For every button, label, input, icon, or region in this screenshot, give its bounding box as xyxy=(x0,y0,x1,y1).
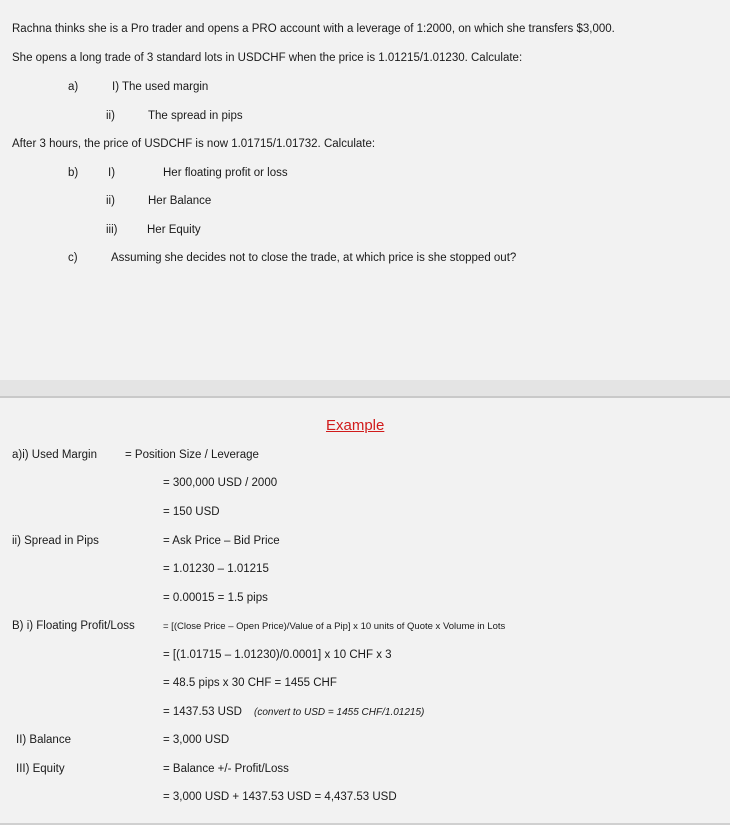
floating-step1: = [(1.01715 – 1.01230)/0.0001] x 10 CHF x 3 xyxy=(163,649,392,661)
example-title: Example xyxy=(326,417,385,434)
floating-formula: = [(Close Price – Open Price)/Value of a Pip] x 10 units of Quote x Volume in Lots xyxy=(163,621,506,632)
part-b-ii-num: ii) xyxy=(106,195,115,207)
part-b-label: b) xyxy=(68,167,79,179)
question-trade: She opens a long trade of 3 standard lots in USDCHF when the price is 1.01215/1.01230. Calculate: xyxy=(12,52,523,64)
section-divider xyxy=(0,380,730,398)
spread-label: ii) Spread in Pips xyxy=(12,535,99,547)
part-b-ii-text: Her Balance xyxy=(148,195,212,207)
part-b-iii-num: iii) xyxy=(106,224,118,236)
part-a-ii-num: ii) xyxy=(106,110,115,122)
equity-formula: = Balance +/- Profit/Loss xyxy=(163,763,289,775)
equity-value: = 3,000 USD + 1437.53 USD = 4,437.53 USD xyxy=(163,791,397,803)
question-intro: Rachna thinks she is a Pro trader and opens a PRO account with a leverage of 1:2000, on which she transfers $3,000. xyxy=(12,23,615,35)
floating-label: B) i) Floating Profit/Loss xyxy=(12,620,135,632)
floating-step3: = 1437.53 USD xyxy=(163,706,242,718)
part-b-iii-text: Her Equity xyxy=(147,224,201,236)
spread-step2: = 0.00015 = 1.5 pips xyxy=(163,592,268,604)
question-after: After 3 hours, the price of USDCHF is now 1.01715/1.01732. Calculate: xyxy=(12,138,376,150)
part-b-i-text: Her floating profit or loss xyxy=(163,167,288,179)
used-margin-step1: = 300,000 USD / 2000 xyxy=(163,477,278,489)
balance-value: = 3,000 USD xyxy=(163,734,230,746)
used-margin-label: a)i) Used Margin xyxy=(12,449,97,461)
part-a-label: a) xyxy=(68,81,79,93)
used-margin-formula: = Position Size / Leverage xyxy=(125,449,259,461)
part-c-text: Assuming she decides not to close the trade, at which price is she stopped out? xyxy=(111,252,517,264)
used-margin-step2: = 150 USD xyxy=(163,506,220,518)
part-a-i: I) The used margin xyxy=(112,81,209,93)
balance-label: II) Balance xyxy=(16,734,71,746)
floating-step2: = 48.5 pips x 30 CHF = 1455 CHF xyxy=(163,677,337,689)
part-a-ii-text: The spread in pips xyxy=(148,110,243,122)
part-c-label: c) xyxy=(68,252,78,264)
equity-label: III) Equity xyxy=(16,763,65,775)
floating-note: (convert to USD = 1455 CHF/1.01215) xyxy=(254,707,425,718)
spread-step1: = 1.01230 – 1.01215 xyxy=(163,563,269,575)
part-b-i-num: I) xyxy=(108,167,116,179)
spread-formula: = Ask Price – Bid Price xyxy=(163,535,280,547)
